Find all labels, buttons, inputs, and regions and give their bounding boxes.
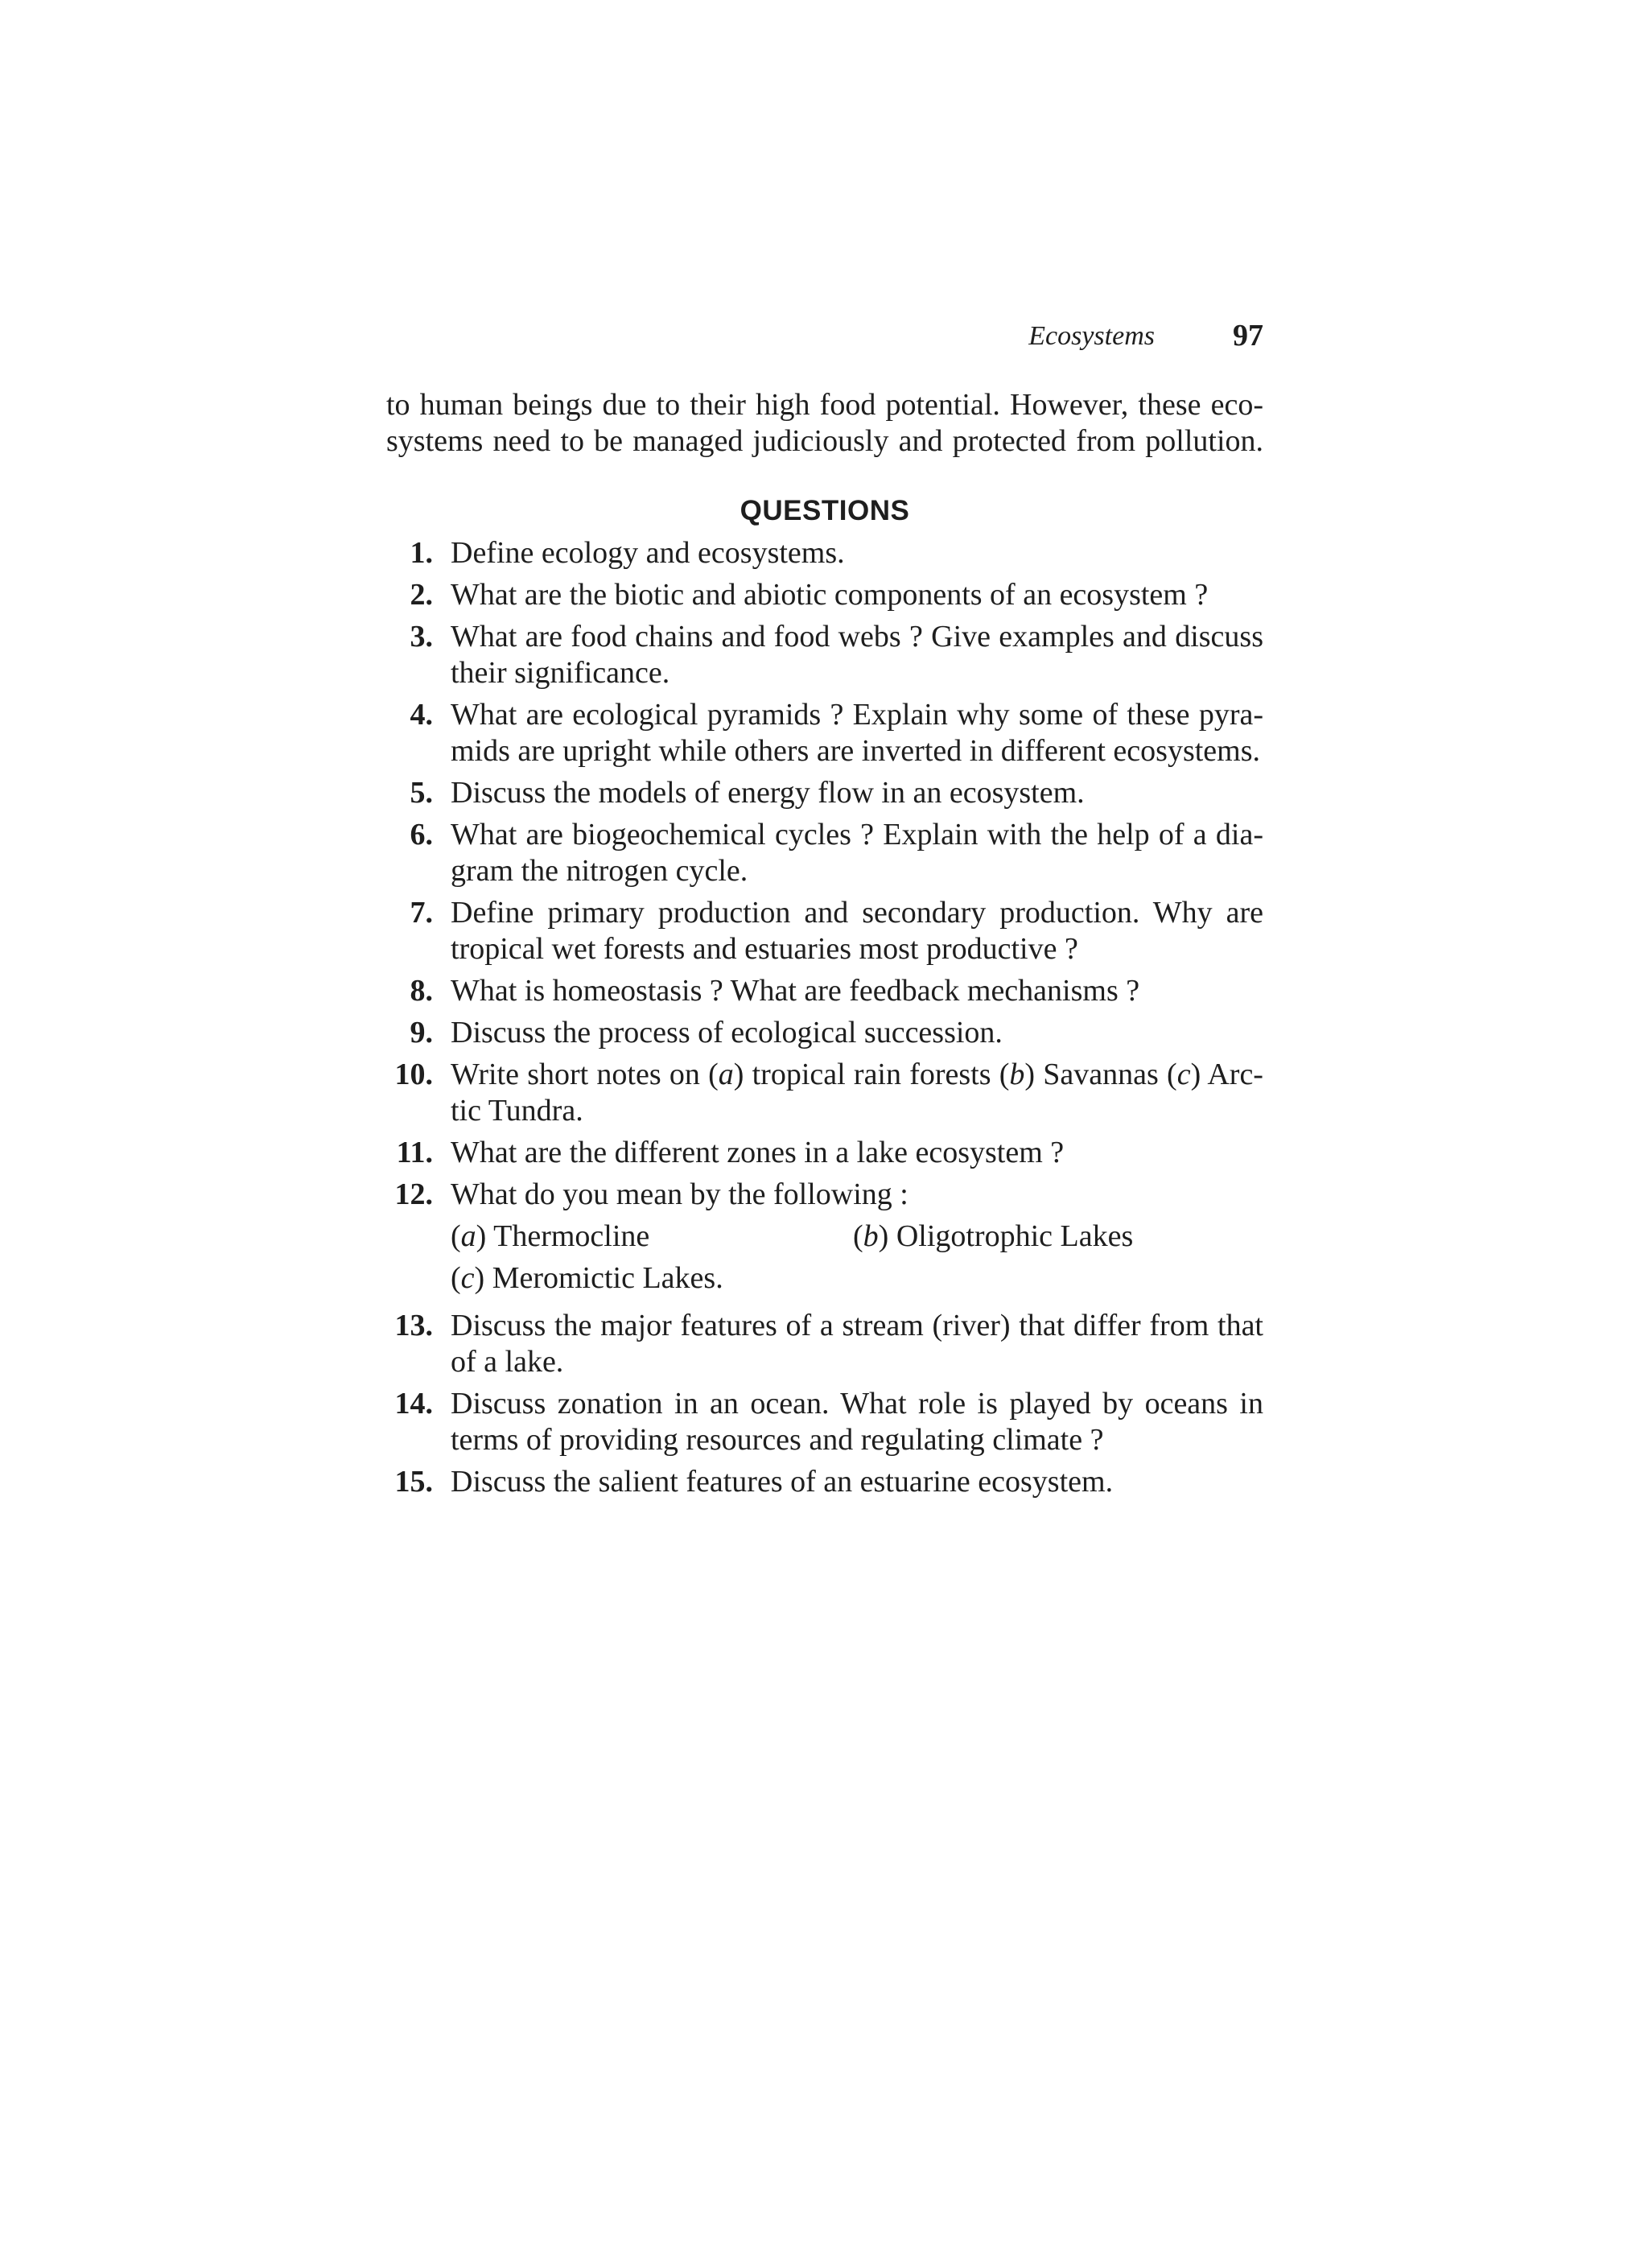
question-item <box>386 1386 1263 1458</box>
running-title: Ecosystems <box>1028 321 1155 351</box>
sub-item-text: Oligotrophic Lakes <box>896 1219 1134 1253</box>
question-line: Discuss the salient features of an estuarine ecosystem. <box>451 1465 1114 1499</box>
question-line: Discuss the major features of a stream (river) that differ from that <box>451 1309 1263 1342</box>
sub-item-row <box>451 1260 1263 1297</box>
questions-list <box>386 535 1263 1500</box>
question-number: 2. <box>410 578 433 612</box>
sub-item-label: c <box>460 1261 475 1295</box>
section-title: QUESTIONS <box>740 495 910 526</box>
question-item <box>386 697 1263 769</box>
question-number: 9. <box>410 1016 433 1049</box>
intro-line: to human beings due to their high food potential. However, these eco- <box>386 388 1263 422</box>
question-line: tic Tundra. <box>451 1094 583 1128</box>
intro-paragraph <box>386 387 1263 460</box>
text-run: Write short notes on ( <box>451 1058 719 1091</box>
sub-item-row <box>451 1219 1263 1255</box>
question-item <box>386 775 1263 811</box>
question-text <box>451 535 1263 571</box>
question-item <box>386 1015 1263 1051</box>
question-line: Discuss zonation in an ocean. What role is played by oceans in <box>451 1387 1263 1421</box>
question-line <box>451 1057 1263 1093</box>
question-number: 3. <box>410 620 433 654</box>
question-item <box>386 1057 1263 1129</box>
question-item <box>386 1308 1263 1380</box>
question-item <box>386 1464 1263 1500</box>
question-line: What are the biotic and abiotic components of an ecosystem ? <box>451 578 1209 612</box>
question-line: Define primary production and secondary production. Why are <box>451 896 1263 930</box>
question-number: 15. <box>394 1465 433 1499</box>
question-text <box>451 1177 1263 1302</box>
running-header <box>386 318 1263 363</box>
label-c: c <box>1176 1058 1191 1091</box>
question-text <box>451 817 1263 889</box>
question-number: 6. <box>410 818 433 852</box>
question-item <box>386 1177 1263 1302</box>
question-line: What are food chains and food webs ? Give examples and discuss <box>451 620 1263 654</box>
sub-item: (b) Oligotrophic Lakes <box>853 1219 1134 1253</box>
label-b: b <box>1009 1058 1025 1091</box>
question-line: tropical wet forests and estuaries most productive ? <box>451 932 1078 966</box>
question-number: 1. <box>410 536 433 570</box>
question-line: What is homeostasis ? What are feedback mechanisms ? <box>451 974 1140 1008</box>
question-number: 11. <box>396 1136 433 1169</box>
question-number: 4. <box>410 698 433 732</box>
question-text <box>451 895 1263 967</box>
question-text <box>451 973 1263 1009</box>
question-item <box>386 973 1263 1009</box>
text-run: ) tropical rain forests ( <box>733 1058 1010 1091</box>
question-line: Discuss the process of ecological succession. <box>451 1016 1003 1049</box>
question-line: Define ecology and ecosystems. <box>451 536 845 570</box>
question-line: gram the nitrogen cycle. <box>451 854 748 888</box>
question-text <box>451 775 1263 811</box>
question-text <box>451 1308 1263 1380</box>
question-line: mids are upright while others are inverted in different ecosystems. <box>451 734 1260 768</box>
text-run: ) Arc- <box>1190 1058 1263 1091</box>
question-number: 10. <box>394 1058 433 1091</box>
question-line: terms of providing resources and regulating climate ? <box>451 1423 1104 1457</box>
question-line: Discuss the models of energy flow in an ecosystem. <box>451 776 1085 810</box>
page-number: 97 <box>1233 319 1263 353</box>
question-line: of a lake. <box>451 1345 564 1379</box>
question-item <box>386 895 1263 967</box>
question-number: 8. <box>410 974 433 1008</box>
sub-item-label: a <box>460 1219 476 1253</box>
question-text <box>451 1135 1263 1171</box>
sub-item: (a) Thermocline <box>451 1219 650 1253</box>
text-run: ) Savannas ( <box>1024 1058 1177 1091</box>
question-line: What are ecological pyramids ? Explain why some of these pyra- <box>451 698 1263 732</box>
question-number: 13. <box>394 1309 433 1342</box>
sub-item-text: Thermocline <box>493 1219 650 1253</box>
question-number: 12. <box>394 1177 433 1211</box>
label-a: a <box>718 1058 734 1091</box>
question-number: 5. <box>410 776 433 810</box>
book-page <box>386 318 1263 1506</box>
question-text <box>451 1464 1263 1500</box>
question-line: What are the different zones in a lake ecosystem ? <box>451 1136 1065 1169</box>
question-line: What are biogeochemical cycles ? Explain with the help of a dia- <box>451 818 1263 852</box>
question-number: 7. <box>410 896 433 930</box>
sub-items <box>451 1219 1263 1297</box>
question-item <box>386 619 1263 691</box>
sub-item-label: b <box>863 1219 879 1253</box>
question-item <box>386 577 1263 613</box>
question-text <box>451 1015 1263 1051</box>
question-line: What do you mean by the following : <box>451 1177 908 1211</box>
question-text <box>451 577 1263 613</box>
question-text <box>451 1386 1263 1458</box>
question-line: their significance. <box>451 656 670 690</box>
question-text <box>451 1057 1263 1129</box>
intro-line: systems need to be managed judiciously and protected from pollution. <box>386 424 1263 458</box>
question-item <box>386 1135 1263 1171</box>
question-text <box>451 619 1263 691</box>
question-item <box>386 817 1263 889</box>
question-number: 14. <box>394 1387 433 1421</box>
question-item <box>386 535 1263 571</box>
sub-item: (c) Meromictic Lakes. <box>451 1261 723 1295</box>
question-text <box>451 697 1263 769</box>
sub-item-text: Meromictic Lakes. <box>492 1261 723 1295</box>
